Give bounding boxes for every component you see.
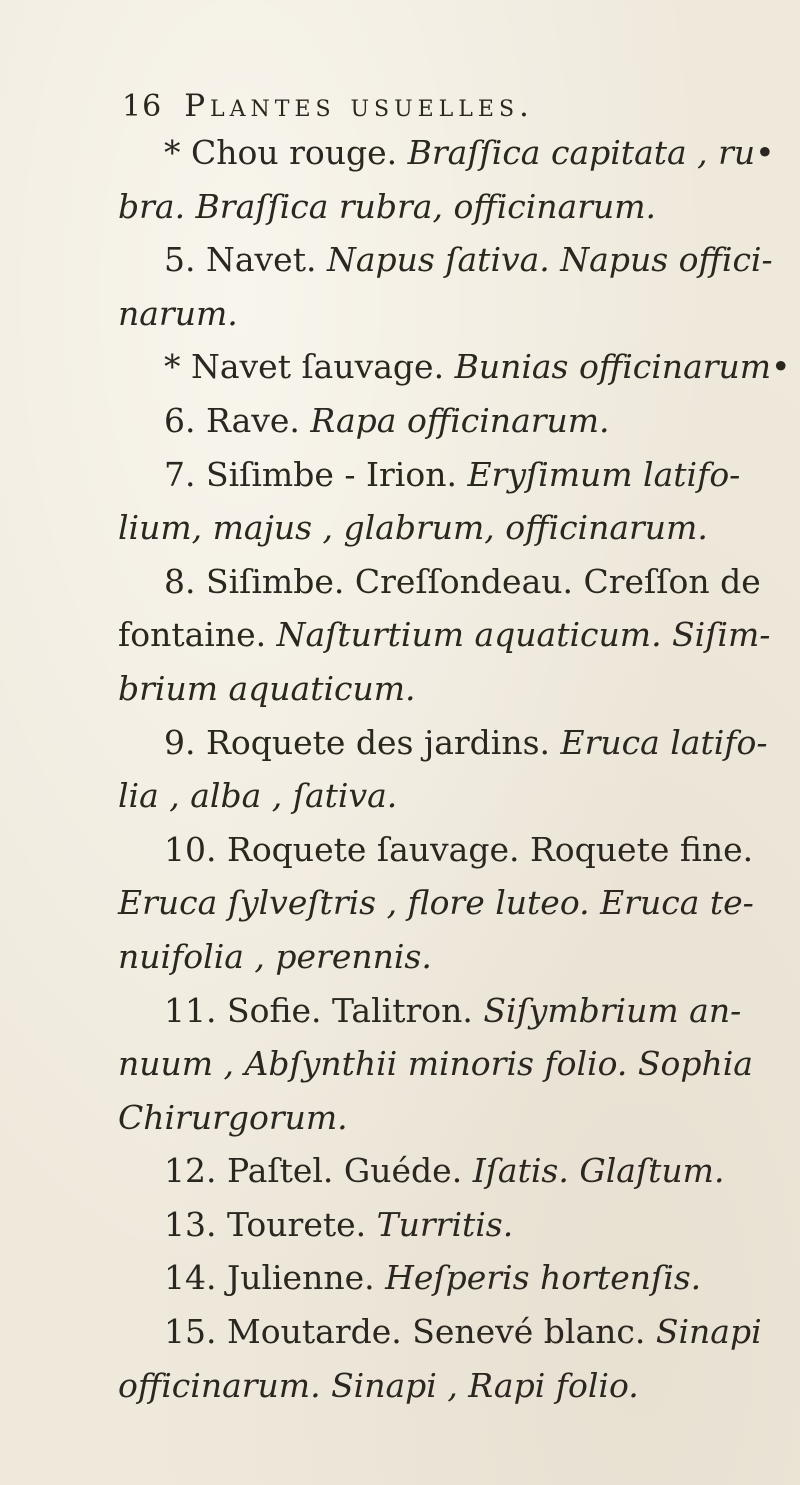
latin-name: nuum , Abſynthii minoris folio. Sophia	[118, 1044, 753, 1084]
running-title: Plantes usuelles.	[184, 88, 534, 124]
text-line	[118, 930, 766, 984]
latin-name: lium, majus , glabrum, officinarum.	[118, 508, 708, 548]
text-line	[118, 716, 766, 770]
text-line	[118, 394, 766, 448]
french-name: * Navet ſauvage.	[164, 347, 455, 387]
latin-name: Eruca latifo-	[560, 722, 768, 762]
plant-list	[118, 126, 791, 1412]
latin-name: Naſturtium aquaticum. Siſim-	[276, 615, 771, 655]
text-line	[118, 340, 791, 394]
latin-name: Eryſimum latifo-	[467, 454, 741, 494]
latin-name: narum.	[118, 293, 238, 333]
text-line	[118, 984, 766, 1038]
text-line	[118, 1091, 766, 1145]
text-line	[118, 448, 766, 502]
latin-name: Turritis.	[376, 1204, 514, 1244]
french-name: 12. Paſtel. Guéde.	[164, 1151, 473, 1191]
french-name: * Chou rouge.	[164, 133, 408, 172]
text-line	[118, 1198, 766, 1252]
latin-name: brium aquaticum.	[118, 668, 416, 708]
text-line	[118, 1037, 766, 1091]
text-line	[118, 1144, 766, 1198]
french-name: 14. Julienne.	[164, 1258, 386, 1298]
french-name: 9. Roquete des jardins.	[164, 722, 561, 762]
text-line	[118, 555, 766, 609]
text-line	[118, 501, 766, 555]
text-line	[118, 233, 773, 287]
latin-name: Iſatis. Glaſtum.	[472, 1151, 725, 1191]
french-name: 6. Rave.	[164, 400, 311, 440]
latin-name: lia , alba , ſativa.	[118, 776, 398, 816]
french-name: 15. Moutarde. Senevé blanc.	[164, 1312, 656, 1352]
french-name: 8. Siſimbe. Creſſondeau. Creſſon de	[164, 561, 761, 601]
latin-name: officinarum. Sinapi , Rapi folio.	[118, 1365, 639, 1405]
french-name: 5. Navet.	[164, 240, 327, 280]
latin-name: Bunias officinarum•	[454, 347, 791, 387]
latin-name: bra. Braſſica rubra, officinarum.	[118, 186, 657, 226]
french-name: fontaine.	[118, 615, 277, 655]
text-line	[118, 1359, 766, 1413]
latin-name: Sinapi	[655, 1312, 762, 1352]
french-name: 7. Siſimbe - Irion.	[164, 454, 468, 494]
text-line	[118, 287, 766, 341]
latin-name: Eruca ſylveſtris , flore luteo. Eruca te-	[118, 883, 754, 923]
text-line	[118, 126, 775, 180]
text-line	[118, 180, 766, 234]
text-line	[118, 662, 766, 716]
latin-name: Braſſica capitata , ru•	[407, 133, 775, 172]
latin-name: nuifolia , perennis.	[118, 936, 432, 976]
text-line	[118, 769, 766, 823]
french-name: 11. Sofie. Talitron.	[164, 990, 484, 1030]
latin-name: Napus ſativa. Napus offici-	[326, 240, 773, 280]
text-line	[118, 1305, 766, 1359]
french-name: 10. Roquete ſauvage. Roquete fine.	[164, 829, 754, 869]
latin-name: Siſymbrium an-	[483, 990, 742, 1030]
text-line	[118, 1251, 766, 1305]
text-line	[118, 823, 766, 877]
french-name: 13. Tourete.	[164, 1204, 377, 1244]
text-line	[118, 608, 771, 662]
latin-name: Chirurgorum.	[118, 1097, 348, 1137]
page-header	[122, 88, 534, 128]
page-number: 16	[122, 89, 163, 124]
text-line	[118, 876, 766, 930]
latin-name: Rapa officinarum.	[310, 400, 610, 440]
latin-name: Heſperis hortenſis.	[385, 1258, 702, 1298]
